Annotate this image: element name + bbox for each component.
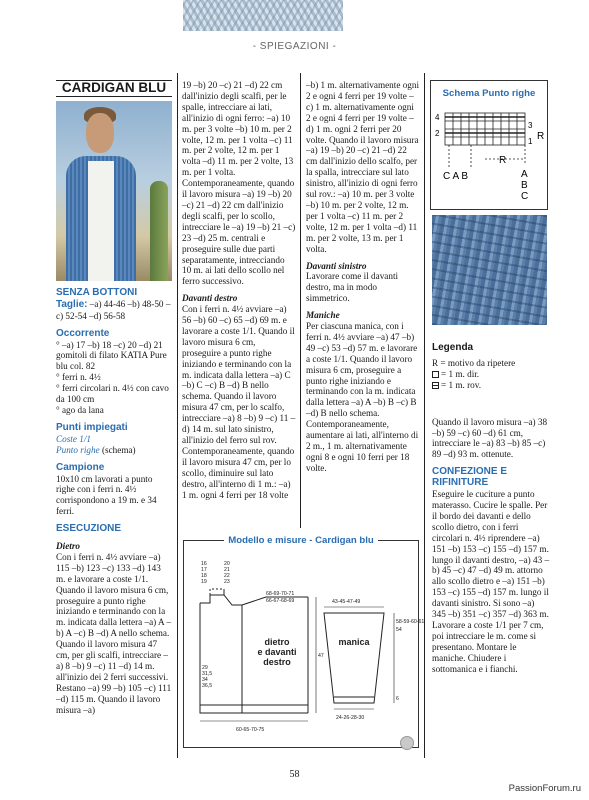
stitch-letter: C — [521, 191, 529, 202]
occorrente-item: ° ferri n. 4½ — [56, 372, 101, 383]
dim-label: 20 — [224, 561, 230, 567]
row-label: 2 — [435, 129, 440, 138]
repeat-label: R — [537, 131, 545, 142]
dim-label: 22 — [224, 573, 230, 579]
davanti-sinistro-label: Davanti sinistro — [306, 260, 367, 271]
punti-item: Coste 1/1 — [56, 433, 91, 444]
dim-label: 68-69-70-71 — [266, 591, 295, 597]
figure-title: Modello e misure - Cardigan blu — [184, 535, 418, 547]
dim-label: 18 — [201, 573, 207, 579]
dietro-text: Con i ferri n. 4½ avviare –a) 115 –b) 123 –c) 133 –d) 143 m. e lavorare a coste 1/1. Quando il lavoro misura 6 cm, proseguire a punto righe iniziando e terminando con la m. indicata dalla lettera –a) A –b) A –c) B –d) A nello schema. Quando il lavoro misura 47 cm, per gli scalfi, intrecciare –a) 8 –b) 9 –c) 11 –d) 14 m. all'inizio dei 2 ferri successivi. Restano –a) 99 –b) 105 –c) 111 –d) 115 m. Quando il lavoro misura –a) — [56, 551, 172, 715]
stitch-swatch-photo — [432, 215, 547, 325]
dim-label: 66-67-68-69 — [266, 598, 295, 604]
legend-item: = 1 m. rov. — [432, 380, 550, 391]
schema-punto-righe — [430, 80, 548, 210]
punti-label: Punti impiegati — [56, 421, 128, 433]
campione-label: Campione — [56, 461, 105, 473]
schema-title: Schema Punto righe — [442, 88, 536, 99]
maniche-label: Maniche — [306, 310, 340, 321]
row-label: 1 — [528, 137, 533, 146]
punti-item: Punto righe (schema) — [56, 444, 136, 455]
legend-item: R = motivo da ripetere — [432, 357, 516, 368]
body-text: 19 –b) 20 –c) 21 –d) 22 cm dall'inizio degli scalfi, per le spalle, intrecciare ai lati, all'inizio di ogni ferro: –a) 10 m. per 3 volte –b) 10 m. per 2 volte, 12 m. per 1 volta –c) 11 m. per 2 volte, 12 m. per 1 volta –d) 11 m. per 2 volte, 13 m. per 1 volta. Contemporaneamente, quando il lavoro misura –a) 19 –b) 20 –c) 21 –d) 22 cm dall'inizio degli scalfi, per lo scollo, intrecciare le –a) 19 –b) 21 –c) 23 –d) 25 m. centrali e proseguire sulle due parti separatamente, intrecciando 10 m. ai lati dello scollo nel ferro successivo. — [182, 80, 296, 287]
campione-text: 10x10 cm lavorati a punto righe con i ferri n. 4½ corrispondono a 19 m. e 34 ferri. — [56, 473, 157, 517]
pattern-title: CARDIGAN BLU — [56, 80, 172, 97]
page-number: 58 — [289, 769, 300, 780]
sleeve-piece-label: manica — [338, 637, 370, 647]
repeat-label: R — [499, 155, 507, 166]
taglie: Taglie: –a) 44-46 –b) 48-50 –c) 52-54 –d) 56-58 — [56, 298, 171, 321]
body-piece-label: dietro — [264, 637, 290, 647]
dim-label: 43-45-47-49 — [332, 599, 361, 605]
column-1 — [56, 80, 172, 716]
dim-label: 19 — [201, 579, 207, 585]
head-shape — [86, 113, 114, 153]
body-text: Eseguire le cuciture a punto materasso. Cucire le spalle. Per il bordo dei davanti e dello scollo dietro, con i ferri circolari n. 4½ riprendere –a) 151 –b) 153 –c) 155 –d) 157 m. lungo il davanti destro, –a) 43 –b) 45 –c) 47 –d) 49 m. attorno allo scollo dietro e –a) 151 –b) 153 –c) 155 –d) 157 m. lungo il davanti sinistro. Si sono –a) 345 –b) 351 –c) 357 –d) 363 m. Lavorare a coste 1/1 per 7 cm, poi intrecciare le m. come si presentano. Montare le maniche. Chiudere i sottomanica e i fianchi. — [432, 489, 550, 674]
schema-grid — [431, 81, 549, 211]
dim-label: 23 — [224, 579, 230, 585]
legend-item: = 1 m. dir. — [432, 369, 550, 380]
dim-label: 31,5 — [202, 671, 213, 677]
body-text: Quando il lavoro misura –a) 38 –b) 59 –c) 60 –d) 61 cm, intrecciare le –a) 83 –b) 85 –c) 89 –d) 93 m. ottenute. — [432, 416, 548, 460]
dim-label: 36,5 — [202, 683, 213, 689]
dim-label: 16 — [201, 561, 207, 567]
dim-label: 21 — [224, 567, 230, 573]
row-label: 3 — [528, 121, 533, 130]
dim-label: 47 — [318, 653, 324, 659]
stitch-letters: C A B — [443, 171, 469, 182]
shirt-shape — [88, 161, 114, 281]
body-text: Con i ferri n. 4½ avviare –a) 56 –b) 60 –c) 65 –d) 69 m. e lavorare a coste 1/1. Quando il lavoro misura 6 cm, proseguire a punto righe iniziando e terminando con la m. indicata dalla lettera –a) C –b) C –c) B –d) B nello schema. Quando il lavoro misura 47 cm, per lo scalfo, intrecciare –a) 8 –b) 9 –c) 11 –d) 14 m. sul lato sinistro, all'inizio del ferro sul rov. Contemporaneamente, quando il lavoro misura 47 cm, per lo scollo, diminuire sul lato destro, all'interno di 1 m.: –a) 1 m. ogni 4 ferri per 18 volte — [182, 304, 296, 500]
measurements-figure — [183, 535, 425, 748]
legenda-label: Legenda — [432, 342, 474, 353]
stitch-letter: A — [521, 169, 528, 180]
model-photo — [56, 101, 172, 281]
yarn-ball-icon — [400, 736, 414, 750]
dim-label: 60-65-70-75 — [236, 727, 265, 733]
column-2 — [182, 80, 296, 500]
body-text: Lavorare come il davanti destro, ma in modo simmetrico. — [306, 271, 399, 304]
dim-label: 17 — [201, 567, 207, 573]
confezione-label: CONFEZIONE E RIFINITURE — [432, 466, 508, 489]
body-text: Per ciascuna manica, con i ferri n. 4½ avviare –a) 47 –b) 49 –c) 53 –d) 57 m. e lavorare a coste 1/1. Quando il lavoro misura 6 cm, proseguire a punto righe iniziando e terminando con la m. indicata dalla lettera –a) A –b) B –c) B –d) B nello schema. Contemporaneamente, aumentare ai lati, all'interno di 2 m., 1 m. alternativamente ogni 8 e ogni 10 ferri per 18 volte. — [306, 321, 419, 473]
dim-label: 24-26-28-30 — [336, 715, 365, 721]
purl-symbol-icon — [432, 382, 439, 389]
senza-bottoni: SENZA BOTTONI — [56, 286, 138, 298]
column-divider — [424, 73, 425, 758]
occorrente-item: ° –a) 17 –b) 18 –c) 20 –d) 21 gomitoli di filato KATIA Pure blu col. 82 — [56, 339, 167, 372]
section-header: - SPIEGAZIONI - — [252, 41, 337, 52]
watermark-site: PassionForum.ru — [508, 783, 581, 794]
stitch-letter: B — [521, 180, 528, 191]
body-piece-label: e davanti — [257, 647, 297, 657]
knit-texture-banner — [183, 0, 343, 31]
esecuzione-label: ESECUZIONE — [56, 523, 122, 535]
body-text: –b) 1 m. alternativamente ogni 2 e ogni 4 ferri per 19 volte –c) 1 m. alternativamente ogni 2 e ogni 4 ferri per 19 volte –d) 1 m. ogni 2 ferri per 20 volte. Quando il lavoro misura –a) 19 –b) 20 –c) 21 –d) 22 cm dall'inizio dello scalfo, per la spalla, intrecciare sul lato sinistro, all'inizio di ogni ferro sul rov.: –a) 10 m. per 3 volte –b) 10 m. per 2 volte, 12 m. per 1 volta –c) 11 m. per 2 volte, 12 m. per 1 volta –d) 11 m. per 2 volte, 13 m. per 1 volta. — [306, 80, 420, 254]
body-piece-label: destro — [263, 657, 291, 667]
occorrente-item: ° ferri circolari n. 4½ con cavo da 100 cm — [56, 383, 169, 405]
column-divider — [177, 73, 178, 758]
schematic-diagram — [184, 541, 425, 749]
dim-label: 54 — [396, 627, 402, 633]
plant-shape — [150, 181, 168, 281]
column-4 — [432, 333, 550, 674]
dim-label: 29 — [202, 665, 208, 671]
dim-label: 6 — [396, 696, 399, 702]
occorrente-item: ° ago da lana — [56, 404, 104, 415]
dim-label: 58-59-60-61 — [396, 619, 425, 625]
dim-label: 34 — [202, 677, 208, 683]
occorrente-label: Occorrente — [56, 327, 110, 339]
davanti-destro-label: Davanti destro — [182, 293, 238, 304]
row-label: 4 — [435, 113, 440, 122]
knit-symbol-icon — [432, 371, 439, 378]
column-3 — [306, 80, 420, 474]
column-divider — [300, 73, 301, 528]
dietro-label: Dietro — [56, 541, 80, 552]
